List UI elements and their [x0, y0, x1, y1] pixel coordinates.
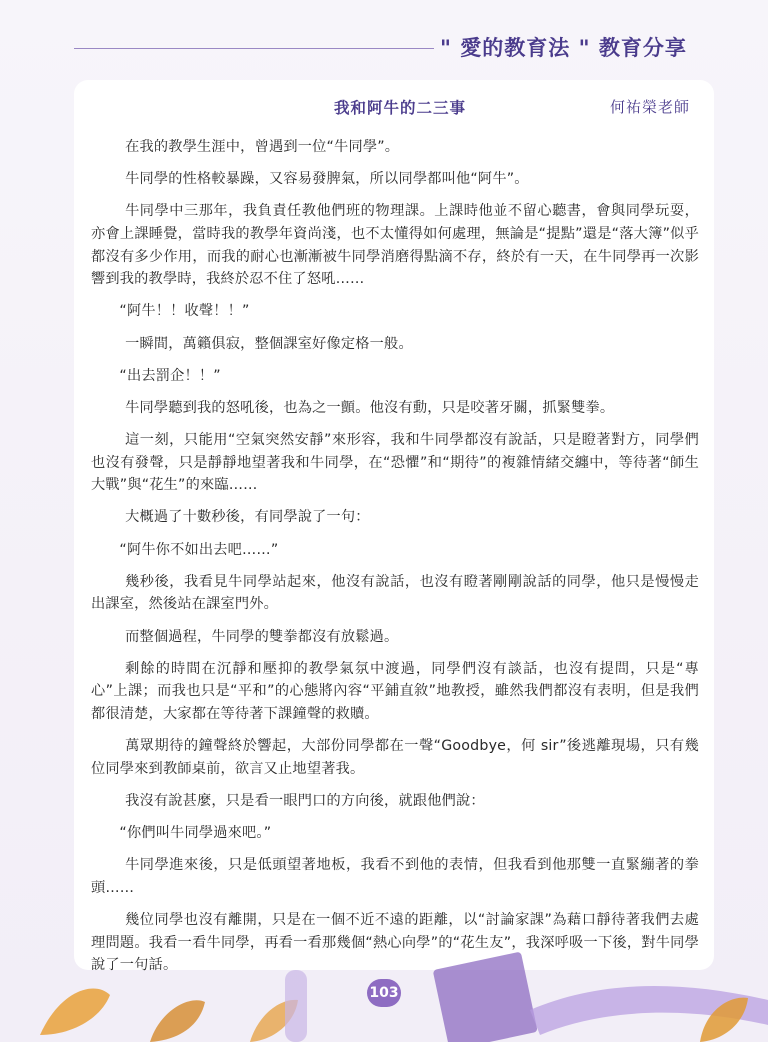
paragraph-quote: “出去罰企！！”: [119, 367, 221, 384]
paragraph: 萬眾期待的鐘聲終於響起，大部份同學都在一聲“Goodbye，何 sir”後逃離現場，只有幾位同學來到教師桌前，欲言又止地望著我。: [91, 738, 699, 777]
paragraph: 幾秒後，我看見牛同學站起來，他沒有說話，也沒有瞪著剛剛說話的同學，他只是慢慢走出課室，然後站在課室門外。: [91, 573, 699, 613]
page-number-badge: 103: [367, 979, 401, 1007]
paragraph: 這一刻，只能用“空氣突然安靜”來形容，我和牛同學都沒有說話，只是瞪著對方，同學們也沒有發聲，只是靜靜地望著我和牛同學，在“恐懼”和“期待”的複雜情緒交纏中，等待著“師生大戰”與“花生”的來臨……: [91, 432, 699, 494]
paragraph: 剩餘的時間在沉靜和壓抑的教學氣氛中渡過，同學們沒有談話，也沒有提問，只是“專心”上課；而我也只是“平和”的心態將內容“平鋪直敘”地教授，雖然我們都沒有表明，但是我們都很清楚，大家都在等待著下課鐘聲的救贖。: [91, 660, 699, 722]
paragraph: 牛同學聽到我的怒吼後，也為之一顫。他沒有動，只是咬著牙關，抓緊雙拳。: [125, 399, 615, 416]
paragraph-quote: “阿牛！！收聲！！”: [119, 303, 250, 320]
header-rule: [74, 48, 434, 49]
paragraph: 在我的教學生涯中，曾遇到一位“牛同學”。: [125, 139, 400, 155]
paragraph: 牛同學進來後，只是低頭望著地板，我看不到他的表情，但我看到他那雙一直緊繃著的拳頭……: [91, 857, 699, 896]
paragraph: 牛同學中三那年，我負責任教他們班的物理課。上課時他並不留心聽書，會與同學玩耍，亦會上課睡覺，當時我的教學年資尚淺，也不太懂得如何處理，無論是“提點”還是“落大簿”似乎都沒有多少作用，而我的耐心也漸漸被牛同學消磨得點滴不存，終於有一天，在牛同學再一次影響到我的教學時，我終於忍不住了怒吼……: [91, 203, 699, 288]
book-icon: [433, 952, 538, 1042]
paragraph: 牛同學的性格較暴躁，又容易發脾氣，所以同學都叫他“阿牛”。: [125, 171, 529, 188]
article-body: [91, 136, 699, 987]
test-tube-icon: [285, 970, 307, 1042]
leaf-icon: [150, 1000, 205, 1042]
paragraph: 一瞬間，萬籟俱寂，整個課室好像定格一般。: [125, 335, 413, 352]
paragraph: 幾位同學也沒有離開，只是在一個不近不遠的距離，以“討論家課”為藉口靜待著我們去處理問題。我看一看牛同學，再看一看那幾個“熱心向學”的“花生友”，我深呼吸一下後，對牛同學說了一句話。: [91, 912, 699, 974]
section-title: " 愛的教育法 " 教育分享: [440, 36, 687, 60]
article-author: 何祐榮老師: [610, 98, 691, 116]
paragraph: 我沒有說甚麼，只是看一眼門口的方向後，就跟他們說：: [125, 792, 485, 809]
article-title: 我和阿牛的二三事: [334, 99, 467, 117]
paragraph: 而整個過程，牛同學的雙拳都沒有放鬆過。: [125, 628, 399, 645]
paragraph-quote: “阿牛你不如出去吧……”: [119, 541, 279, 558]
leaf-icon: [40, 988, 110, 1035]
paragraph-quote: “你們叫牛同學過來吧。”: [119, 825, 272, 842]
paragraph: 大概過了十數秒後，有同學說了一句：: [125, 509, 370, 526]
